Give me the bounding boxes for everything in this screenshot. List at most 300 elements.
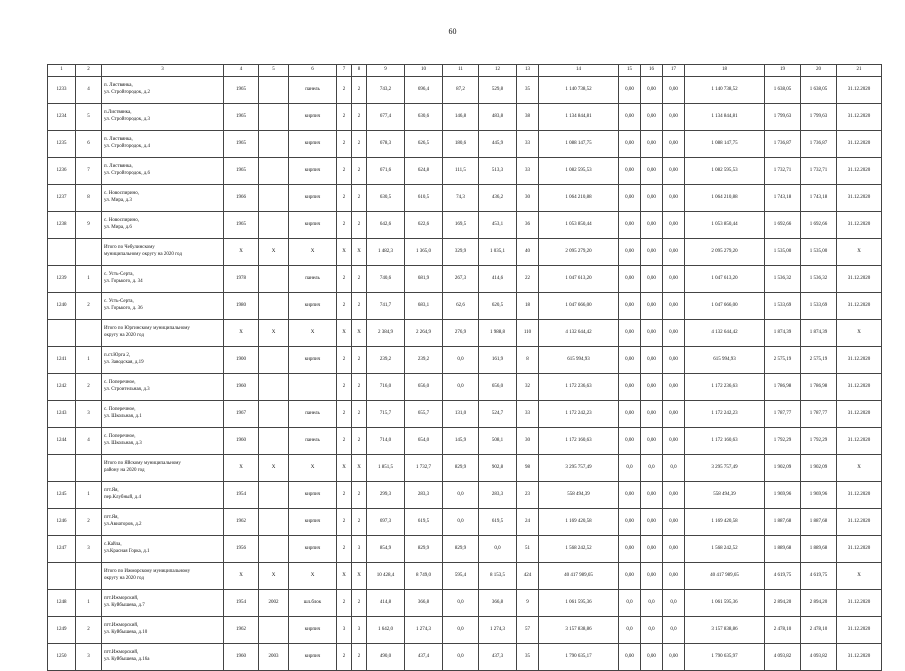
table-cell <box>259 617 289 644</box>
table-cell: панель <box>289 266 337 293</box>
table-cell: 1 799,63 <box>765 104 801 131</box>
table-cell: 1956 <box>224 536 259 563</box>
table-cell: 1 799,63 <box>801 104 837 131</box>
table-cell: 31.12.2020 <box>837 428 882 455</box>
table-cell: 10 428,4 <box>367 563 405 590</box>
table-cell: 1 047 666,00 <box>685 293 765 320</box>
address-line-2: пер.Клубный, д.4 <box>104 495 141 500</box>
table-cell: 1 047 666,00 <box>539 293 619 320</box>
table-cell: 1 088 147,75 <box>685 131 765 158</box>
table-cell: X <box>289 563 337 590</box>
table-cell: 31.12.2020 <box>837 266 882 293</box>
table-cell: 283,3 <box>479 482 517 509</box>
address-line-1: п. Листвянка, <box>104 137 133 143</box>
address-cell <box>102 644 224 671</box>
table-cell: 4 619,75 <box>765 563 801 590</box>
table-cell: 1 786,98 <box>801 374 837 401</box>
table-cell: 1241 <box>48 347 76 374</box>
table-cell: 0,00 <box>619 104 641 131</box>
table-cell: 31.12.2020 <box>837 104 882 131</box>
table-cell: 619,5 <box>405 509 443 536</box>
header-cell: 5 <box>259 65 289 77</box>
table-cell: 0,0 <box>443 590 479 617</box>
table-cell: 0,00 <box>641 266 663 293</box>
table-cell: X <box>259 455 289 482</box>
table-cell: 1 172 236,63 <box>685 374 765 401</box>
table-cell: 1236 <box>48 158 76 185</box>
table-row <box>48 401 882 428</box>
table-cell: 31.12.2020 <box>837 509 882 536</box>
address-line-2: муниципальному округу на 2020 год <box>104 252 182 257</box>
address-line-2: ул.Красная Горка, д.1 <box>104 549 150 554</box>
header-cell: 3 <box>102 65 224 77</box>
header-cell: 9 <box>367 65 405 77</box>
table-cell: 0,00 <box>663 212 685 239</box>
table-cell: X <box>259 239 289 266</box>
table-cell: 8 <box>517 347 539 374</box>
address-line-1: пгт.Яя, <box>104 488 119 494</box>
address-line-2: ул. Школьная, д.1 <box>104 414 142 419</box>
table-cell: 529,8 <box>479 77 517 104</box>
address-cell <box>102 212 224 239</box>
table-cell: 0,00 <box>663 563 685 590</box>
table-cell: 0,00 <box>641 482 663 509</box>
table-row <box>48 131 882 158</box>
table-cell: 0,00 <box>663 77 685 104</box>
table-cell: 743,2 <box>367 77 405 104</box>
table-cell: 2 <box>337 77 352 104</box>
table-cell: 2 <box>76 293 102 320</box>
table-cell: 902,8 <box>479 455 517 482</box>
address-cell <box>102 374 224 401</box>
table-cell: 1 088 147,75 <box>539 131 619 158</box>
address-line-1: пгт.Ижморский, <box>104 650 139 656</box>
table-cell: 31.12.2020 <box>837 482 882 509</box>
table-cell: 1965 <box>224 77 259 104</box>
table-cell: 0,00 <box>619 644 641 671</box>
table-cell: 8 153,5 <box>479 563 517 590</box>
table-cell <box>259 104 289 131</box>
table-cell: 31.12.2020 <box>837 212 882 239</box>
table-cell: 0,00 <box>663 347 685 374</box>
table-cell: 1 <box>76 347 102 374</box>
table-cell: 3 <box>352 617 367 644</box>
subtotal-row <box>48 239 882 266</box>
table-cell: 0,00 <box>663 428 685 455</box>
table-cell: 1 274,3 <box>405 617 443 644</box>
table-cell: 2 <box>352 266 367 293</box>
table-cell: 0,00 <box>641 239 663 266</box>
table-cell: 716,0 <box>367 374 405 401</box>
table-cell: 1966 <box>224 185 259 212</box>
table-cell: 0,00 <box>619 266 641 293</box>
table-cell: 1 053 850,44 <box>685 212 765 239</box>
address-line-1: Итого по Ижморскому муниципальному <box>104 569 191 575</box>
address-line-1: Итого по Юргинскому муниципальному <box>104 326 190 332</box>
address-line-1: Итого по Яйскому муниципальному <box>104 461 181 467</box>
table-cell: 1 736,87 <box>801 131 837 158</box>
header-cell: 4 <box>224 65 259 77</box>
table-cell: 1960 <box>224 644 259 671</box>
table-cell: 1 692,66 <box>801 212 837 239</box>
table-cell: 2 478,10 <box>801 617 837 644</box>
table-cell: 1 568 242,52 <box>685 536 765 563</box>
table-cell: 1 169 420,58 <box>685 509 765 536</box>
table-row <box>48 374 882 401</box>
table-cell: 1 134 844,81 <box>685 104 765 131</box>
address-line-2: ул. Заводская, д.19 <box>104 360 144 365</box>
table-cell: 1234 <box>48 104 76 131</box>
table-cell <box>259 428 289 455</box>
table-cell: 33 <box>517 158 539 185</box>
table-cell: 1 792,29 <box>765 428 801 455</box>
table-cell: 1965 <box>224 104 259 131</box>
address-cell <box>102 536 224 563</box>
table-cell: 622,6 <box>405 212 443 239</box>
table-row <box>48 212 882 239</box>
table-cell: 1 082 595,53 <box>539 158 619 185</box>
table-cell: 683,1 <box>405 293 443 320</box>
table-cell: 2 <box>337 590 352 617</box>
table-cell: 23 <box>517 482 539 509</box>
table-cell: 1 638,05 <box>765 77 801 104</box>
table-cell: 0,00 <box>619 239 641 266</box>
table-cell: 1962 <box>224 509 259 536</box>
table-cell: 40 417 989,65 <box>539 563 619 590</box>
table-cell: 0,00 <box>663 536 685 563</box>
address-cell <box>102 401 224 428</box>
table-cell: 1 140 738,52 <box>539 77 619 104</box>
table-cell: 0,00 <box>641 374 663 401</box>
table-cell: 1965 <box>224 158 259 185</box>
header-cell: 18 <box>685 65 765 77</box>
table-cell: 33 <box>517 401 539 428</box>
table-cell: 558 494,39 <box>539 482 619 509</box>
table-cell: 35 <box>517 644 539 671</box>
table-cell: 656,0 <box>479 374 517 401</box>
table-cell: кирпич <box>289 293 337 320</box>
table-cell: 9 <box>76 212 102 239</box>
table-cell: 0,00 <box>619 536 641 563</box>
table-row <box>48 185 882 212</box>
table-cell: 2 575,19 <box>765 347 801 374</box>
address-line-2: ул. Мира, д.6 <box>104 225 132 230</box>
address-line-2: ул. Куйбышева, д.10 <box>104 630 148 635</box>
table-cell: 0,0 <box>619 617 641 644</box>
address-line-1: с. Усть-Серта, <box>104 299 134 305</box>
address-line-1: с.Кайла, <box>104 542 122 548</box>
table-cell: 35 <box>517 77 539 104</box>
table-cell: 1 <box>76 266 102 293</box>
address-cell <box>102 509 224 536</box>
table-cell: 0,00 <box>619 293 641 320</box>
table-cell: 1243 <box>48 401 76 428</box>
table-cell: 1 535,00 <box>765 239 801 266</box>
address-cell <box>102 158 224 185</box>
table-cell: 30 <box>517 428 539 455</box>
table-cell: 490,0 <box>367 644 405 671</box>
table-cell <box>76 320 102 347</box>
table-cell: 2 <box>76 374 102 401</box>
table-cell: 2 <box>352 293 367 320</box>
table-cell: X <box>337 320 352 347</box>
header-cell: 19 <box>765 65 801 77</box>
table-cell: 1 743,18 <box>765 185 801 212</box>
address-line-1: п.Листвянка, <box>104 110 132 116</box>
table-cell <box>259 212 289 239</box>
table-cell: 1980 <box>224 293 259 320</box>
table-cell: 0,00 <box>641 509 663 536</box>
table-cell: 1 482,3 <box>367 239 405 266</box>
table-cell: 1250 <box>48 644 76 671</box>
table-cell: 2 478,10 <box>765 617 801 644</box>
table-cell: 3 <box>76 536 102 563</box>
table-cell: 1248 <box>48 590 76 617</box>
table-cell: 1 787,77 <box>801 401 837 428</box>
address-cell <box>102 617 224 644</box>
page-number: 60 <box>448 27 457 36</box>
table-cell: 0,0 <box>443 482 479 509</box>
address-line-1: п.ст.Юрга 2, <box>104 353 131 359</box>
subtotal-row <box>48 563 882 590</box>
table-cell: 1 061 595,36 <box>539 590 619 617</box>
table-cell: 1 642,0 <box>367 617 405 644</box>
table-cell: 1 535,00 <box>801 239 837 266</box>
table-cell: 453,1 <box>479 212 517 239</box>
table-cell: 1 061 595,36 <box>685 590 765 617</box>
table-cell: 7 <box>76 158 102 185</box>
table-cell: 329,9 <box>443 239 479 266</box>
address-cell <box>102 347 224 374</box>
table-cell <box>259 401 289 428</box>
table-cell: 366,8 <box>405 590 443 617</box>
table-cell: 74,3 <box>443 185 479 212</box>
table-cell: кирпич <box>289 212 337 239</box>
address-line-2: ул. Стройгородок, д.6 <box>104 171 151 176</box>
table-cell: 2002 <box>259 590 289 617</box>
table-cell: 2 <box>352 77 367 104</box>
table-cell: 0,0 <box>443 617 479 644</box>
table-cell: 0,00 <box>619 428 641 455</box>
table-cell: 0,00 <box>641 158 663 185</box>
address-line-1: с. Поперечное, <box>104 434 136 440</box>
table-cell: 2003 <box>259 644 289 671</box>
table-cell: 0,00 <box>641 347 663 374</box>
table-cell: 2 575,19 <box>801 347 837 374</box>
address-cell <box>102 293 224 320</box>
table-cell: X <box>837 455 882 482</box>
table-cell: 615 994,93 <box>685 347 765 374</box>
table-cell: 615 994,93 <box>539 347 619 374</box>
address-line-2: ул. Школьная, д.3 <box>104 441 142 446</box>
table-cell: 0,00 <box>641 293 663 320</box>
table-cell: 1 172 160,63 <box>539 428 619 455</box>
table-cell: 1 365,0 <box>405 239 443 266</box>
table-cell: 1 568 242,52 <box>539 536 619 563</box>
table-cell: X <box>289 455 337 482</box>
table-cell: X <box>337 563 352 590</box>
table-cell: шл.блок <box>289 590 337 617</box>
header-cell: 2 <box>76 65 102 77</box>
table-cell: 2 <box>337 509 352 536</box>
table-cell: 642,6 <box>367 212 405 239</box>
table-cell: кирпич <box>289 536 337 563</box>
table-cell: 169,5 <box>443 212 479 239</box>
table-row <box>48 266 882 293</box>
table-cell: 239,2 <box>367 347 405 374</box>
table-cell: 714,0 <box>367 428 405 455</box>
table-cell: 1242 <box>48 374 76 401</box>
table-cell: 267,3 <box>443 266 479 293</box>
table-cell: 3 157 838,86 <box>539 617 619 644</box>
table-cell <box>259 347 289 374</box>
table-cell: 0,00 <box>641 77 663 104</box>
table-cell <box>259 374 289 401</box>
table-cell: 0,00 <box>619 77 641 104</box>
table-cell: 1 172 236,63 <box>539 374 619 401</box>
table-cell: X <box>224 239 259 266</box>
table-cell: 8 749,0 <box>405 563 443 590</box>
table-cell: 1 172 160,63 <box>685 428 765 455</box>
table-cell: 1 790 635,97 <box>685 644 765 671</box>
table-cell: X <box>289 320 337 347</box>
table-cell: 558 494,39 <box>685 482 765 509</box>
table-cell: 0,00 <box>641 536 663 563</box>
table-cell: X <box>337 239 352 266</box>
table-cell: 1 638,05 <box>801 77 837 104</box>
table-cell: 2 <box>337 293 352 320</box>
table-cell: 0,00 <box>619 482 641 509</box>
table-cell: 740,6 <box>367 266 405 293</box>
table-cell: кирпич <box>289 104 337 131</box>
table-cell: 0,00 <box>641 563 663 590</box>
address-line-2: ул. Стройгородок, д.4 <box>104 144 151 149</box>
table-cell: 1246 <box>48 509 76 536</box>
address-line-2: ул. Горького, д. 36 <box>104 306 143 311</box>
table-cell: 1240 <box>48 293 76 320</box>
table-cell: X <box>289 239 337 266</box>
table-cell: 2 <box>337 482 352 509</box>
table-cell <box>48 239 76 266</box>
table-cell: 1 533,69 <box>765 293 801 320</box>
table-cell: 0,00 <box>641 212 663 239</box>
table-cell: 2 <box>337 428 352 455</box>
table-cell: 1 <box>76 482 102 509</box>
table-cell: 57 <box>517 617 539 644</box>
table-cell: 62,6 <box>443 293 479 320</box>
table-cell: 31.12.2020 <box>837 590 882 617</box>
table-cell: 31.12.2020 <box>837 536 882 563</box>
table-cell: X <box>224 455 259 482</box>
table-cell: 0,00 <box>663 374 685 401</box>
table-cell: 6 <box>76 131 102 158</box>
table-cell: 5 <box>76 104 102 131</box>
table-cell: 31.12.2020 <box>837 644 882 671</box>
table-cell: 1244 <box>48 428 76 455</box>
table-cell: 829,9 <box>443 455 479 482</box>
table-cell: 3 <box>337 617 352 644</box>
table-cell: 1962 <box>224 617 259 644</box>
table-cell <box>48 320 76 347</box>
table-cell: 0,00 <box>663 185 685 212</box>
table-cell: 0,00 <box>619 563 641 590</box>
table-cell: 2 <box>352 428 367 455</box>
address-line-2: ул. Куйбышева, д.7 <box>104 603 145 608</box>
table-cell: 31.12.2020 <box>837 374 882 401</box>
table-cell: X <box>352 563 367 590</box>
table-cell <box>76 239 102 266</box>
table-cell: панель <box>289 77 337 104</box>
table-cell: X <box>224 320 259 347</box>
address-cell <box>102 185 224 212</box>
table-cell: 2 384,9 <box>367 320 405 347</box>
table-cell: 98 <box>517 455 539 482</box>
table-cell: 715,7 <box>367 401 405 428</box>
table-cell: 146,8 <box>443 104 479 131</box>
table-cell: 0,00 <box>619 401 641 428</box>
table-cell <box>259 158 289 185</box>
table-cell: кирпич <box>289 509 337 536</box>
table-cell: 1 889,68 <box>765 536 801 563</box>
table-cell: 2 894,20 <box>765 590 801 617</box>
table-cell: 2 <box>352 644 367 671</box>
table-cell: 0,0 <box>619 590 641 617</box>
table-cell: 4 093,82 <box>801 644 837 671</box>
table-cell: 436,2 <box>479 185 517 212</box>
table-cell: 0,00 <box>663 266 685 293</box>
table-cell: 697,3 <box>367 509 405 536</box>
table-cell: 624,8 <box>405 158 443 185</box>
table-cell: 1 047 613,20 <box>685 266 765 293</box>
table-cell: 0,00 <box>641 185 663 212</box>
table-cell: 145,9 <box>443 428 479 455</box>
address-cell <box>102 590 224 617</box>
table-cell: 2 <box>337 212 352 239</box>
table-row <box>48 428 882 455</box>
table-cell: 3 <box>76 644 102 671</box>
table-cell: 2 <box>337 374 352 401</box>
table-cell: 1237 <box>48 185 76 212</box>
table-cell: 1 047 613,20 <box>539 266 619 293</box>
table-cell: 1 053 850,44 <box>539 212 619 239</box>
table-cell: 3 <box>76 401 102 428</box>
address-line-2: ул.Авиаторов, д.2 <box>104 522 142 527</box>
table-cell: 111,5 <box>443 158 479 185</box>
table-cell: 8 <box>76 185 102 212</box>
table-cell: 0,0 <box>443 509 479 536</box>
table-cell: 0,00 <box>619 509 641 536</box>
table-cell: 4 619,75 <box>801 563 837 590</box>
table-cell: 33 <box>517 131 539 158</box>
table-row <box>48 590 882 617</box>
table-cell <box>76 563 102 590</box>
table-cell: 0,00 <box>663 509 685 536</box>
table-cell: 1 140 738,52 <box>685 77 765 104</box>
table-cell <box>259 293 289 320</box>
table-cell: 3 157 838,86 <box>685 617 765 644</box>
table-cell: 1 851,5 <box>367 455 405 482</box>
table-cell: 741,7 <box>367 293 405 320</box>
table-cell: 161,9 <box>479 347 517 374</box>
table-cell: 2 <box>337 104 352 131</box>
header-cell: 12 <box>479 65 517 77</box>
table-cell <box>259 185 289 212</box>
table-cell: 1 790 635,17 <box>539 644 619 671</box>
table-cell: X <box>352 239 367 266</box>
table-cell: 0,00 <box>641 320 663 347</box>
table-cell: 2 <box>352 482 367 509</box>
subtotal-label <box>102 563 224 590</box>
